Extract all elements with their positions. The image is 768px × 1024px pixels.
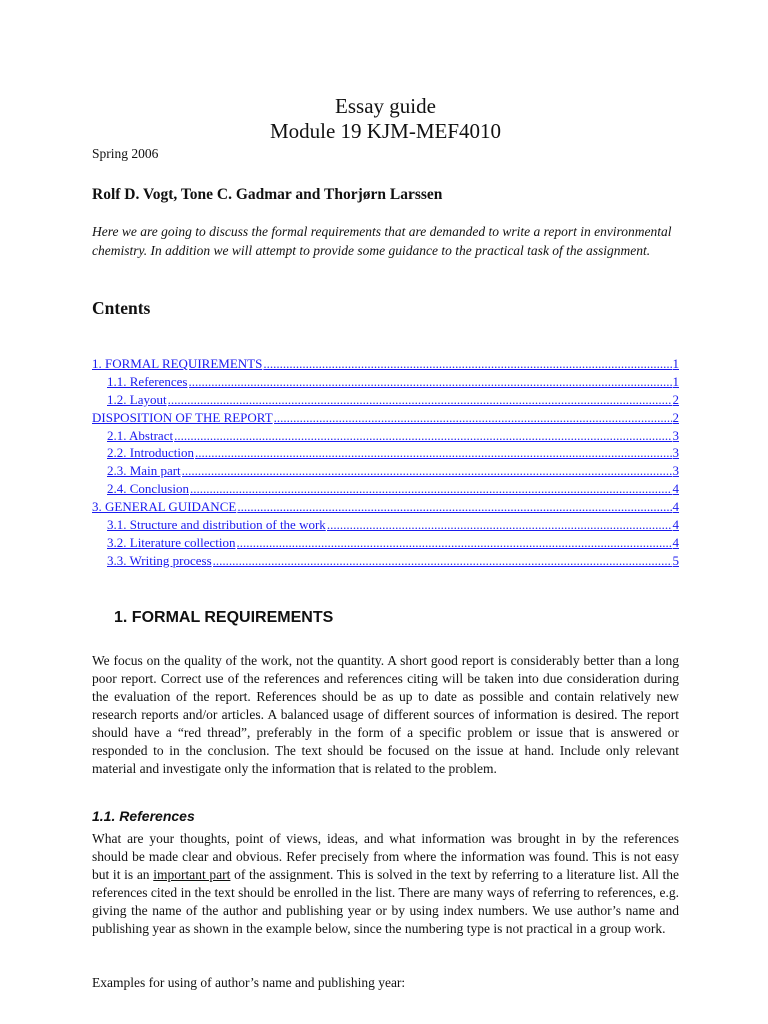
subsection-heading: 1.1. References <box>92 808 195 824</box>
toc-entry-page[interactable]: 5 <box>672 552 679 568</box>
toc-entry[interactable] <box>92 356 679 374</box>
toc-entry-page[interactable]: 3 <box>672 463 679 479</box>
toc-leader-dots <box>174 428 671 444</box>
underlined-text: important part <box>153 867 231 882</box>
section-paragraph: We focus on the quality of the work, not the quantity. A short good report is considerably better than a long poor report. Correct use of the references and references citing will be taken into due consideration during the evaluation of the report. References should be as up to date as possible and contain relatively new research reports and/or articles. A balanced usage of different sources of information is desired. The report should have a “red thread”, preferably in the form of a specific problem or issue that is answered or responded to in the conclusion. The text should be focused on the issue at hand. Include only relevant material and investigate only the information that is related to the problem. <box>92 653 679 776</box>
toc-entry-label[interactable]: 3.3. Writing process <box>107 552 212 568</box>
toc-entry-label[interactable]: 2.2. Introduction <box>107 445 195 461</box>
toc-leader-dots <box>195 445 671 461</box>
document-authors: Rolf D. Vogt, Tone C. Gadmar and Thorjørn Larssen <box>92 186 443 203</box>
toc-entry-page[interactable]: 2 <box>672 391 679 407</box>
document-date: Spring 2006 <box>92 146 159 161</box>
toc-entry[interactable] <box>92 553 679 571</box>
toc-leader-dots <box>237 535 672 551</box>
document-title: Essay guide <box>335 94 436 118</box>
toc-entry[interactable] <box>92 481 679 499</box>
document-subtitle: Module 19 KJM-MEF4010 <box>269 119 501 143</box>
toc-entry-page[interactable]: 3 <box>672 427 679 443</box>
paragraph-text: of the assignment. This is solved in the text by referring to a literature list. All the references cited in the text should be enrolled in the list. There are many ways of referring to references, e.g. giving the name of the author and publishing year or by using index numbers. We use author’s name and publishing year as shown in the example below, since the numbering type is not practical in a group work. <box>92 867 679 936</box>
toc-entry-label[interactable]: 2.3. Main part <box>107 463 181 479</box>
toc-entry-page[interactable]: 1 <box>672 356 679 371</box>
toc-entry[interactable] <box>92 410 679 428</box>
toc-entry-label[interactable]: 1.1. References <box>107 373 188 389</box>
toc-entry-page[interactable]: 3 <box>672 445 679 461</box>
toc-leader-dots <box>274 410 672 426</box>
toc-entry-label[interactable]: 1.2. Layout <box>107 391 167 407</box>
table-of-contents <box>92 356 679 571</box>
toc-entry-page[interactable]: 4 <box>672 517 679 533</box>
toc-entry-label[interactable]: 2.4. Conclusion <box>107 481 189 497</box>
toc-entry[interactable] <box>92 392 679 410</box>
toc-entry-page[interactable]: 4 <box>672 481 679 497</box>
toc-entry[interactable] <box>92 445 679 463</box>
toc-entry-label[interactable]: DISPOSITION OF THE REPORT <box>92 409 273 425</box>
toc-leader-dots <box>168 392 672 408</box>
toc-leader-dots <box>263 356 671 372</box>
toc-entry[interactable] <box>92 428 679 446</box>
toc-entry[interactable] <box>92 463 679 481</box>
toc-leader-dots <box>189 374 672 390</box>
subsection-paragraph <box>92 830 679 938</box>
toc-leader-dots <box>213 553 672 569</box>
toc-leader-dots <box>237 499 671 515</box>
toc-leader-dots <box>327 517 672 533</box>
toc-entry[interactable] <box>92 535 679 553</box>
contents-heading: Cntents <box>92 298 151 318</box>
toc-entry-label[interactable]: 1. FORMAL REQUIREMENTS <box>92 356 263 371</box>
toc-entry[interactable] <box>92 517 679 535</box>
toc-entry-page[interactable]: 4 <box>672 499 679 515</box>
toc-entry-label[interactable]: 2.1. Abstract <box>107 427 174 443</box>
toc-entry-label[interactable]: 3.1. Structure and distribution of the work <box>107 517 326 533</box>
toc-entry[interactable] <box>92 374 679 392</box>
toc-leader-dots <box>190 481 672 497</box>
section-heading: 1. FORMAL REQUIREMENTS <box>114 609 334 626</box>
toc-entry-label[interactable]: 3. GENERAL GUIDANCE <box>92 499 237 515</box>
toc-entry-label[interactable]: 3.2. Literature collection <box>107 534 236 550</box>
intro-paragraph: Here we are going to discuss the formal requirements that are demanded to write a report in environmental chemistry. In addition we will attempt to provide some guidance to the practical task of the assignment. <box>92 224 672 258</box>
toc-entry-page[interactable]: 1 <box>672 373 679 389</box>
toc-leader-dots <box>182 463 672 479</box>
paragraph-text: What are your thoughts, point of views, ideas, and what information was brought in by the references should be made clear and obvious. Refer precisely from where the information was found. This is not easy but it is an <box>92 831 679 882</box>
toc-entry-page[interactable]: 2 <box>672 409 679 425</box>
examples-line: Examples for using of author’s name and publishing year: <box>92 975 406 990</box>
toc-entry[interactable] <box>92 499 679 517</box>
toc-entry-page[interactable]: 4 <box>672 534 679 550</box>
